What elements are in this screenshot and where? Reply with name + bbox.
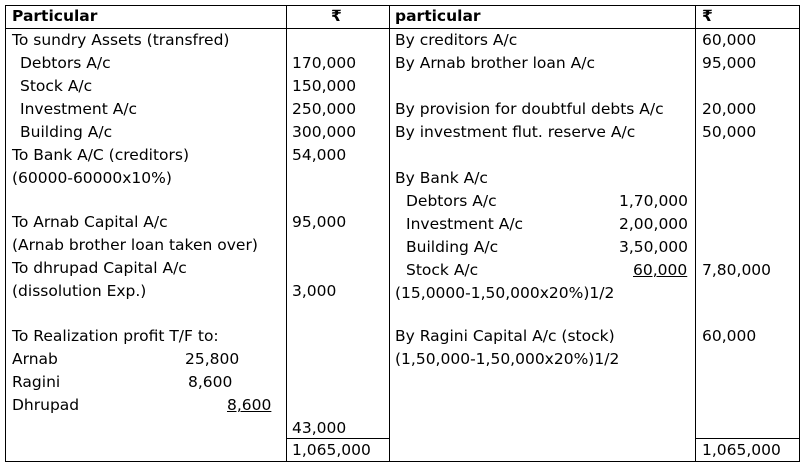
stock-amount: 150,000 <box>292 77 357 95</box>
investment-amount: 250,000 <box>292 100 357 118</box>
bank-label: By Bank A/c <box>395 169 488 187</box>
arnab-loan-label: By Arnab brother loan A/c <box>395 54 596 72</box>
ragini-capital-note: (1,50,000-1,50,000x20%)1/2 <box>395 350 620 368</box>
debtors-label: Debtors A/c <box>20 54 111 72</box>
bank-stock-label: Stock A/c <box>406 261 479 279</box>
credit-total: 1,065,000 <box>702 441 781 459</box>
partner-ragini-amount: 8,600 <box>188 373 233 391</box>
bank-investment-label: Investment A/c <box>406 215 524 233</box>
sundry-assets-label: To sundry Assets (transfred) <box>12 31 230 49</box>
stock-note: (15,0000-1,50,000x20%)1/2 <box>395 284 615 302</box>
bank-creditors-label: To Bank A/C (creditors) <box>12 146 190 164</box>
partner-arnab-name: Arnab <box>12 350 58 368</box>
bank-building-amount: 3,50,000 <box>619 238 689 256</box>
table-border-left <box>5 5 6 462</box>
header-right-amount: ₹ <box>702 7 713 25</box>
arnab-capital-amount: 95,000 <box>292 213 347 231</box>
arnab-capital-note: (Arnab brother loan taken over) <box>12 236 258 254</box>
dhrupad-capital-label: To dhrupad Capital A/c <box>12 259 187 277</box>
header-right-particular: particular <box>395 7 481 25</box>
creditors-label: By creditors A/c <box>395 31 518 49</box>
header-left-amount: ₹ <box>331 7 342 25</box>
arnab-loan-amount: 95,000 <box>702 54 757 72</box>
dissolution-amount: 3,000 <box>292 282 337 300</box>
realization-account-table <box>5 5 800 462</box>
bank-total-amount: 7,80,000 <box>702 261 772 279</box>
debit-total: 1,065,000 <box>292 441 371 459</box>
ragini-capital-amount: 60,000 <box>702 327 757 345</box>
col-divider-2 <box>389 5 390 462</box>
provision-amount: 20,000 <box>702 100 757 118</box>
arnab-capital-label: To Arnab Capital A/c <box>12 213 168 231</box>
bank-building-label: Building A/c <box>406 238 499 256</box>
realization-profit-amount: 43,000 <box>292 419 347 437</box>
bank-investment-amount: 2,00,000 <box>619 215 689 233</box>
building-label: Building A/c <box>20 123 113 141</box>
bank-creditors-note: (60000-60000x10%) <box>12 169 172 187</box>
partner-dhrupad-name: Dhrupad <box>12 396 80 414</box>
ragini-capital-label: By Ragini Capital A/c (stock) <box>395 327 615 345</box>
partner-arnab-amount: 25,800 <box>185 350 240 368</box>
stock-label: Stock A/c <box>20 77 93 95</box>
realization-profit-label: To Realization profit T/F to: <box>12 327 219 345</box>
debtors-amount: 170,000 <box>292 54 357 72</box>
partner-ragini-name: Ragini <box>12 373 61 391</box>
table-border-right <box>799 5 800 462</box>
provision-label: By provision for doubtful debts A/c <box>395 100 664 118</box>
building-amount: 300,000 <box>292 123 357 141</box>
bank-debtors-amount: 1,70,000 <box>619 192 689 210</box>
creditors-amount: 60,000 <box>702 31 757 49</box>
header-left-particular: Particular <box>12 7 98 25</box>
ifr-label: By investment flut. reserve A/c <box>395 123 636 141</box>
bank-stock-amount: 60,000 <box>633 261 688 279</box>
ifr-amount: 50,000 <box>702 123 757 141</box>
bank-creditors-amount: 54,000 <box>292 146 347 164</box>
col-divider-3 <box>695 5 696 462</box>
col-divider-1 <box>286 5 287 462</box>
bank-debtors-label: Debtors A/c <box>406 192 497 210</box>
table-border-bottom <box>5 461 800 462</box>
investment-label: Investment A/c <box>20 100 138 118</box>
partner-dhrupad-amount: 8,600 <box>227 396 272 414</box>
dissolution-label: (dissolution Exp.) <box>12 282 147 300</box>
